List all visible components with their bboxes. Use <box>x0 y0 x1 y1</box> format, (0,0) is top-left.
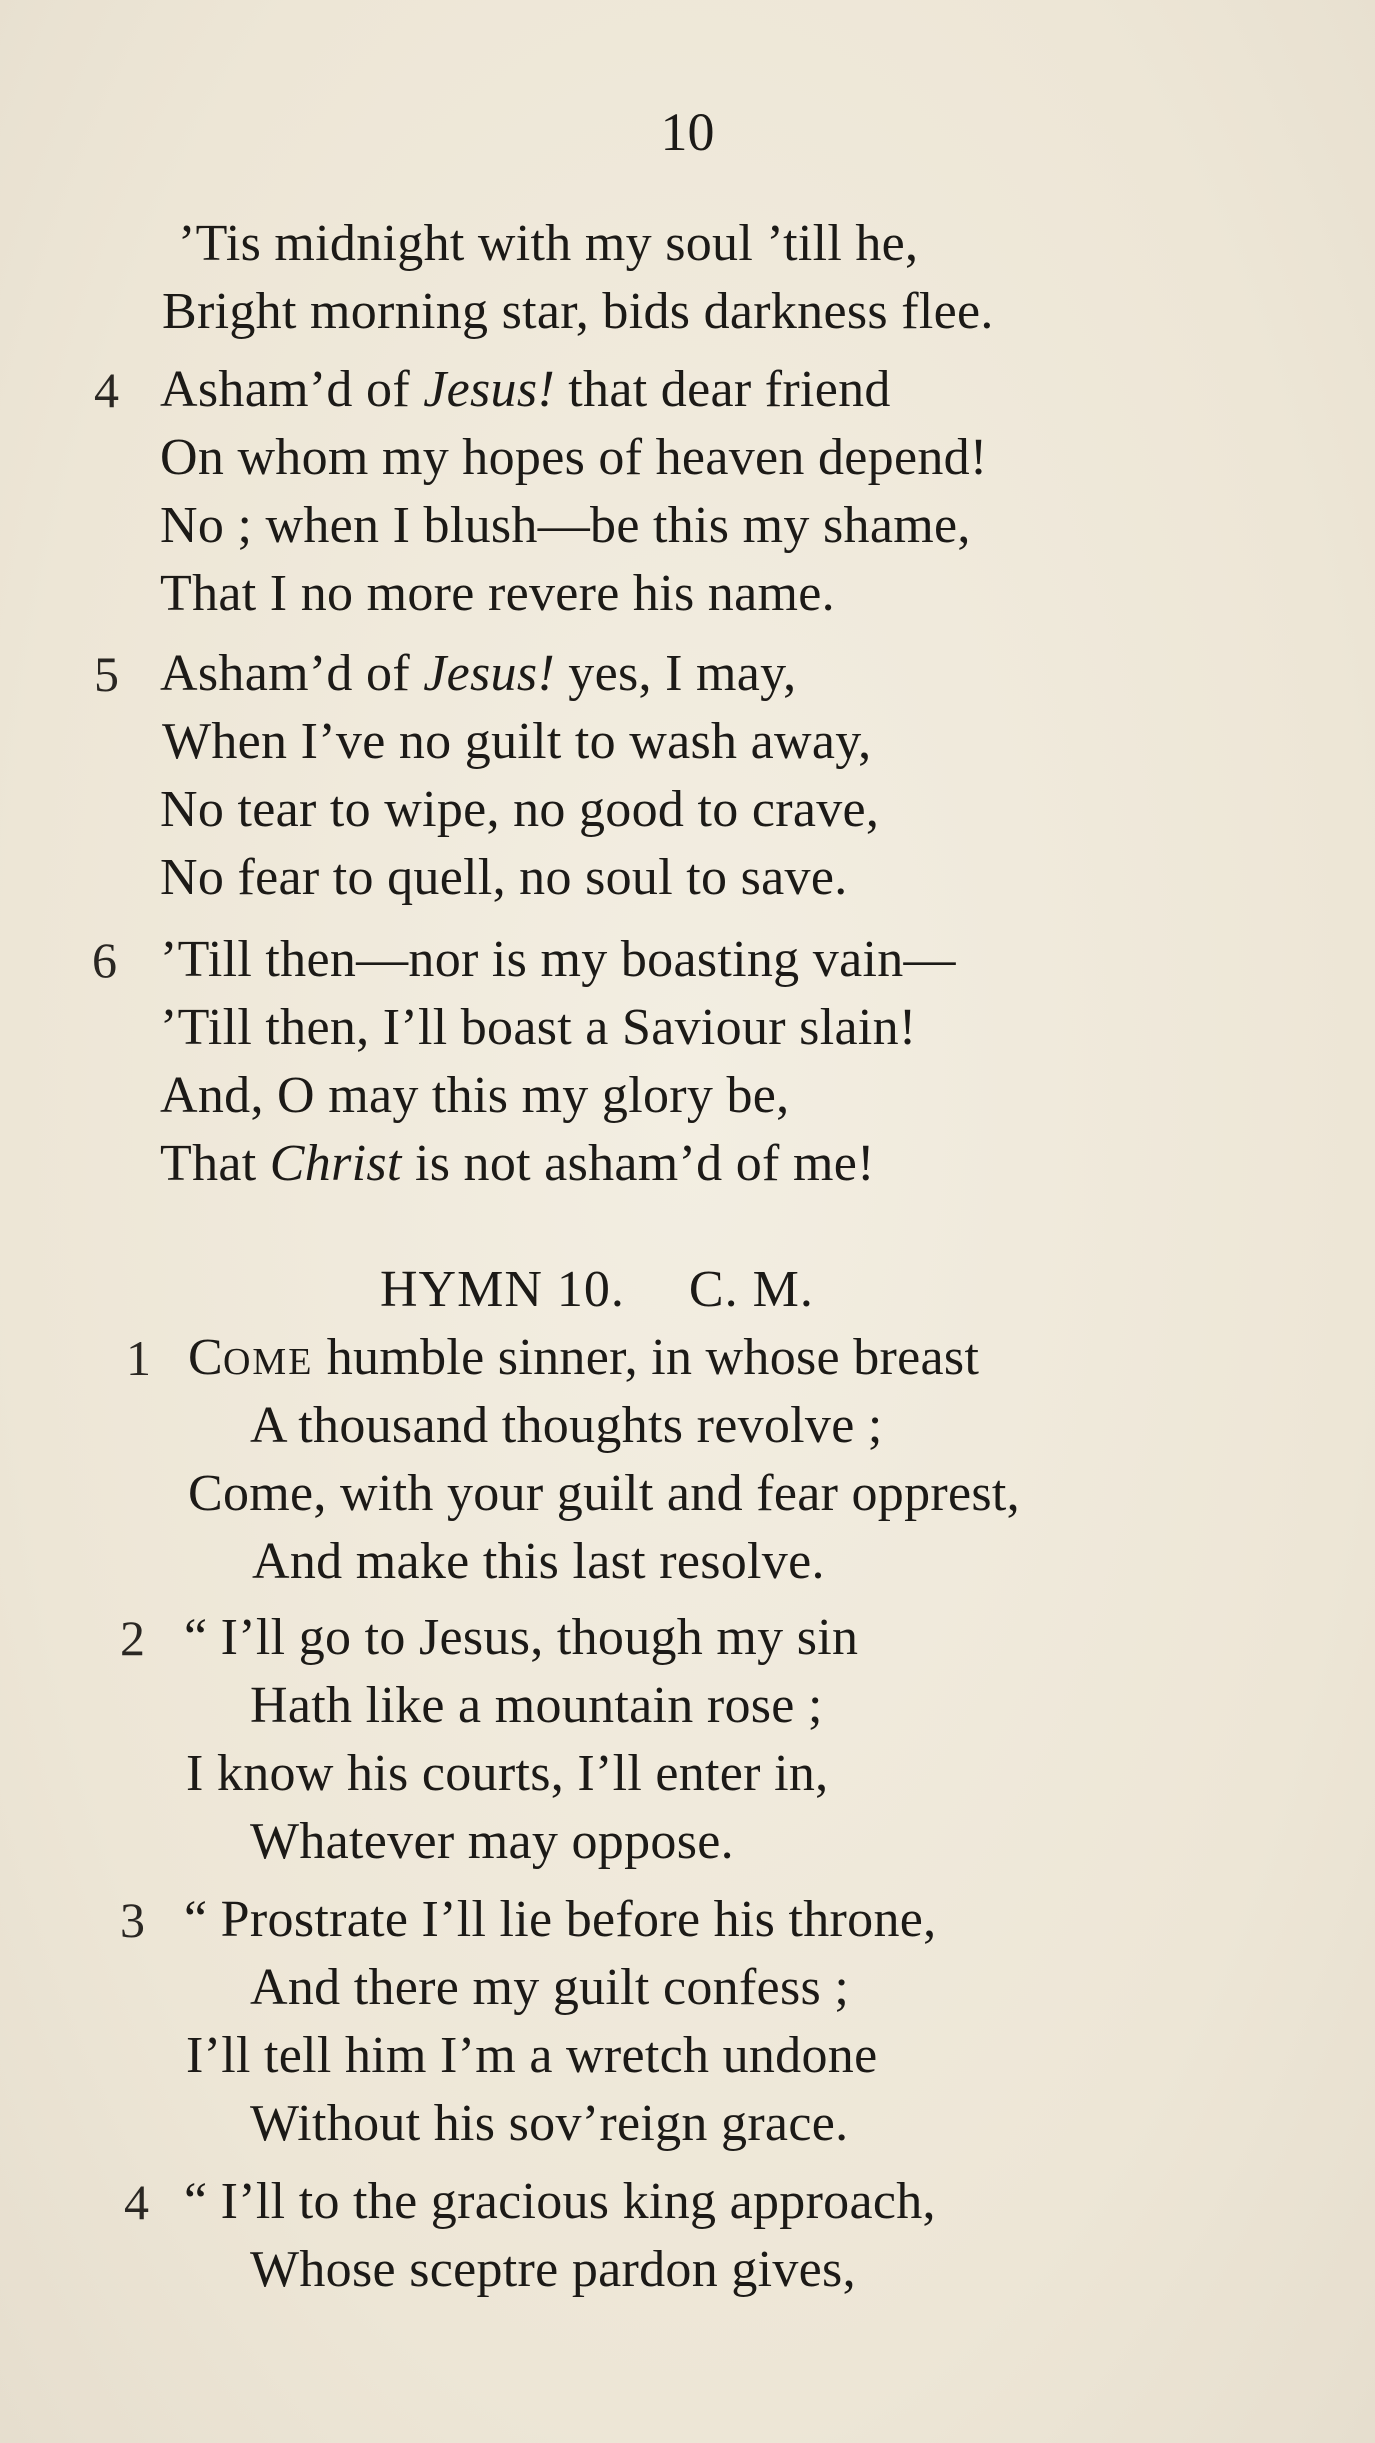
verse-number: 6 <box>92 932 117 988</box>
verse-text: yes, I may, <box>555 645 797 702</box>
verse-number: 4 <box>94 362 119 418</box>
verse-number: 4 <box>124 2174 149 2230</box>
verse-line: Bright morning star, bids darkness flee. <box>162 283 994 340</box>
verse-text: is not asham’d of me! <box>401 1135 875 1192</box>
verse-number: 2 <box>120 1610 145 1666</box>
verse-line <box>188 1326 979 1390</box>
small-caps-initial: C <box>188 1329 223 1386</box>
verse-number: 5 <box>94 646 119 702</box>
hymn-heading <box>380 1258 814 1322</box>
verse-line <box>160 358 891 422</box>
verse-text: humble sinner, in whose breast <box>313 1329 980 1386</box>
small-caps-rest: OME <box>222 1341 314 1383</box>
verse-line: Come, with your guilt and fear opprest, <box>188 1465 1020 1522</box>
verse-line <box>160 1132 875 1196</box>
verse-line: ’Tis midnight with my soul ’till he, <box>178 215 919 272</box>
hymn-title: HYMN 10. <box>380 1261 625 1318</box>
verse-line: Whatever may oppose. <box>250 1813 734 1870</box>
hymn-meter: C. M. <box>688 1261 814 1318</box>
verse-line: No fear to quell, no soul to save. <box>160 849 848 906</box>
verse-line <box>160 642 796 706</box>
verse-number: 3 <box>120 1892 145 1948</box>
verse-line: “ I’ll to the gracious king approach, <box>184 2173 936 2230</box>
italic-name: Christ <box>269 1135 402 1192</box>
verse-line: ’Till then—nor is my boasting vain— <box>160 931 956 988</box>
verse-line: A thousand thoughts revolve ; <box>250 1397 883 1454</box>
verse-text: That <box>160 1135 270 1192</box>
verse-text: Asham’d of <box>160 361 424 418</box>
verse-line: I know his courts, I’ll enter in, <box>186 1745 829 1802</box>
verse-text: Asham’d of <box>160 645 424 702</box>
verse-line: No ; when I blush—be this my shame, <box>160 497 971 554</box>
italic-name: Jesus! <box>423 361 555 418</box>
verse-line: “ I’ll go to Jesus, though my sin <box>184 1609 859 1666</box>
verse-line: And make this last resolve. <box>252 1533 825 1590</box>
verse-number: 1 <box>126 1330 151 1386</box>
verse-line: Whose sceptre pardon gives, <box>250 2241 856 2298</box>
verse-line: No tear to wipe, no good to crave, <box>160 781 880 838</box>
verse-line: When I’ve no guilt to wash away, <box>162 713 872 770</box>
verse-line: Hath like a mountain rose ; <box>250 1677 823 1734</box>
verse-text: that dear friend <box>555 361 891 418</box>
page-number: 10 <box>660 102 715 162</box>
verse-line: And, O may this my glory be, <box>160 1067 790 1124</box>
verse-line: On whom my hopes of heaven depend! <box>160 429 988 486</box>
italic-name: Jesus! <box>423 645 555 702</box>
verse-line: I’ll tell him I’m a wretch undone <box>186 2027 878 2084</box>
verse-line: Without his sov’reign grace. <box>250 2095 849 2152</box>
verse-line: “ Prostrate I’ll lie before his throne, <box>184 1891 937 1948</box>
verse-line: That I no more revere his name. <box>160 565 835 622</box>
verse-line: ’Till then, I’ll boast a Saviour slain! <box>160 999 917 1056</box>
verse-line: And there my guilt confess ; <box>250 1959 850 2016</box>
